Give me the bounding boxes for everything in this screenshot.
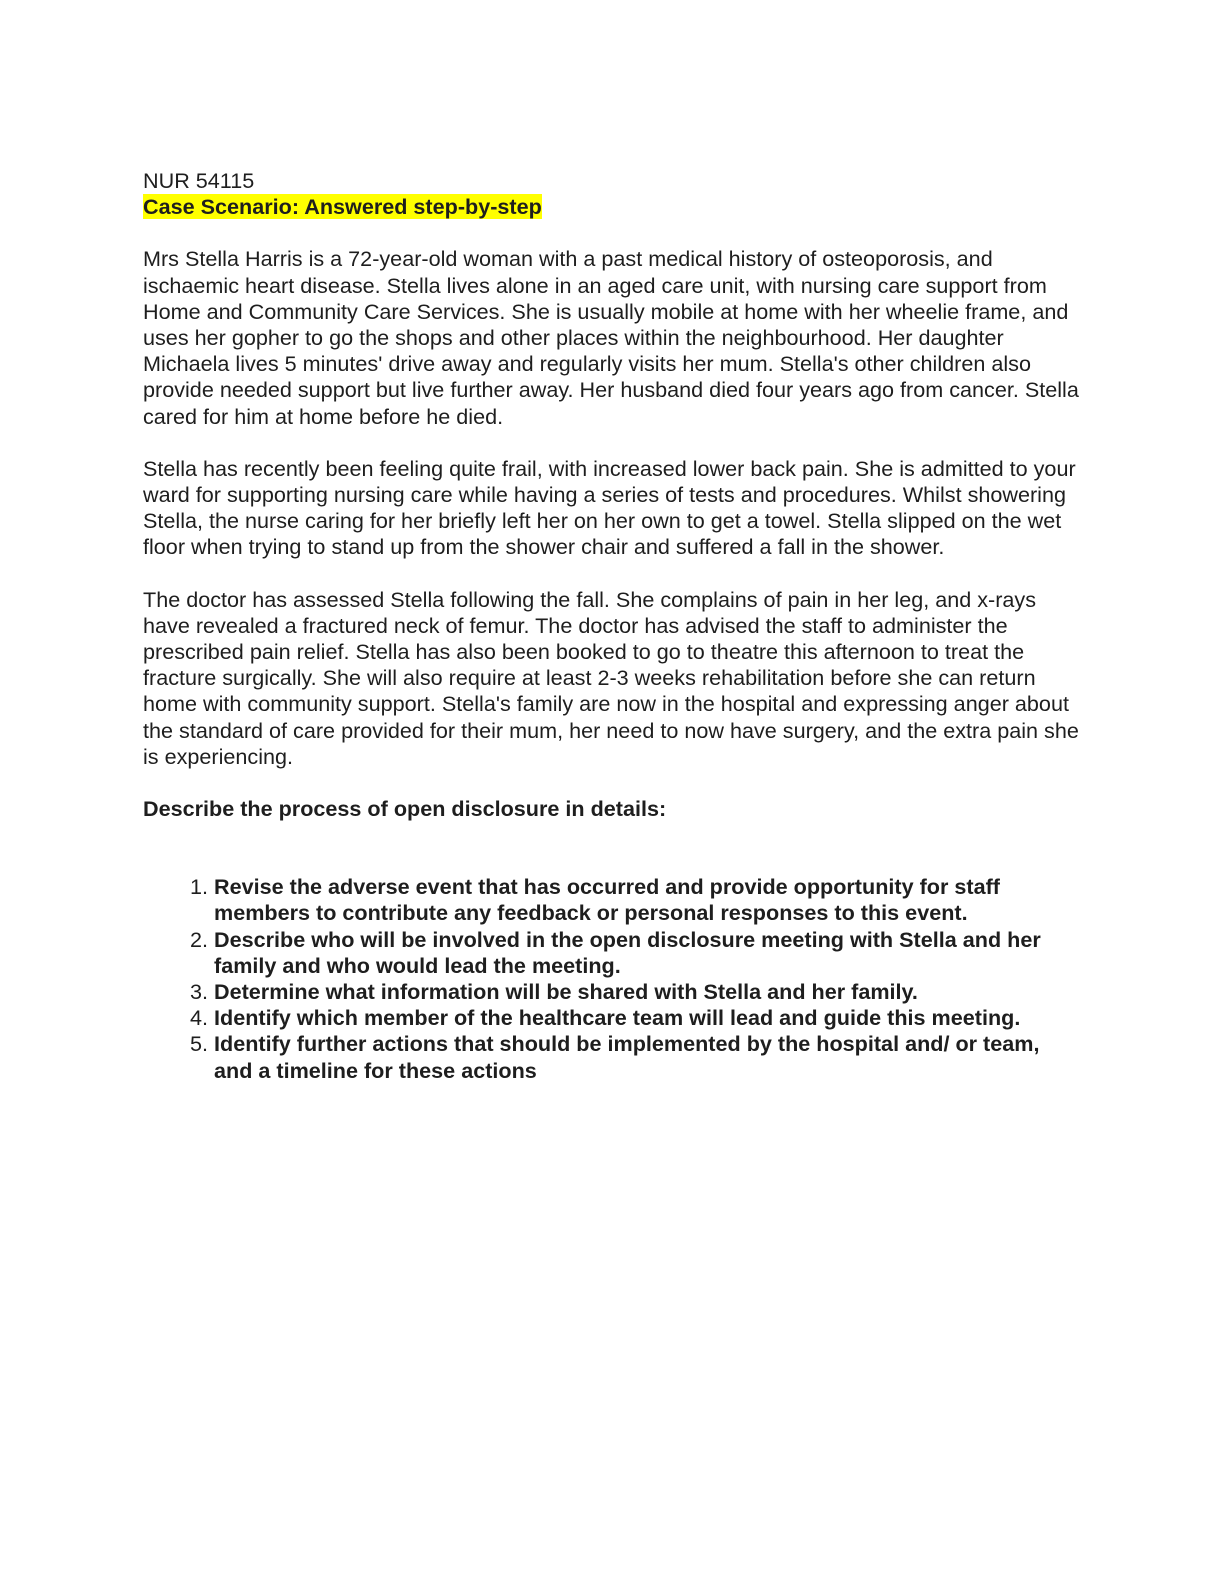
scenario-paragraph-3: The doctor has assessed Stella following the fall. She complains of pain in her leg, and x-rays have revealed a fractured neck of femur. The doctor has advised the staff to administer the prescribed pain relief. Stella has also been booked to go to theatre this afternoon to treat the fracture surgically. She will also require at least 2-3 weeks rehabilitation before she can return home with community support. Stella's family are now in the hospital and expressing anger about the standard of care provided for their mum, her need to now have surgery, and the extra pain she is experiencing. [143,586,1079,769]
task-item-1: 1. Revise the adverse event that has occurred and provide opportunity for staff members to contribute any feedback or personal responses to this event. [214,874,1083,926]
task-list [143,874,1083,1084]
scenario-paragraph-2: Stella has recently been feeling quite frail, with increased lower back pain. She is admitted to your ward for supporting nursing care while having a series of tests and procedures. Whilst showering Stella, the nurse caring for her briefly left her on her own to get a towel. Stella slipped on the wet floor when trying to stand up from the shower chair and suffered a fall in the shower. [143,455,1076,560]
highlighted-title-text: Case Scenario: Answered step-by-step [143,194,542,220]
course-code: NUR 54115 [143,168,255,193]
document-title [143,194,1083,220]
question-heading: Describe the process of open disclosure in details: [143,796,667,822]
document-page [143,168,1083,1084]
task-item-5: 5. Identify further actions that should be implemented by the hospital and/ or team, and a timeline for these actions [214,1031,1083,1083]
task-item-4: 4. Identify which member of the healthcare team will lead and guide this meeting. [214,1005,1083,1031]
task-item-2: 2. Describe who will be involved in the open disclosure meeting with Stella and her family and who would lead the meeting. [214,927,1083,979]
scenario-paragraph-1: Mrs Stella Harris is a 72-year-old woman with a past medical history of osteoporosis, and ischaemic heart disease. Stella lives alone in an aged care unit, with nursing care support from Home and Community Care Services. She is usually mobile at home with her wheelie frame, and uses her gopher to go the shops and other places within the neighbourhood. Her daughter Michaela lives 5 minutes' drive away and regularly visits her mum. Stella's other children also provide needed support but live further away. Her husband died four years ago from cancer. Stella cared for him at home before he died. [143,246,1079,429]
task-item-3: 3. Determine what information will be shared with Stella and her family. [214,979,1083,1005]
